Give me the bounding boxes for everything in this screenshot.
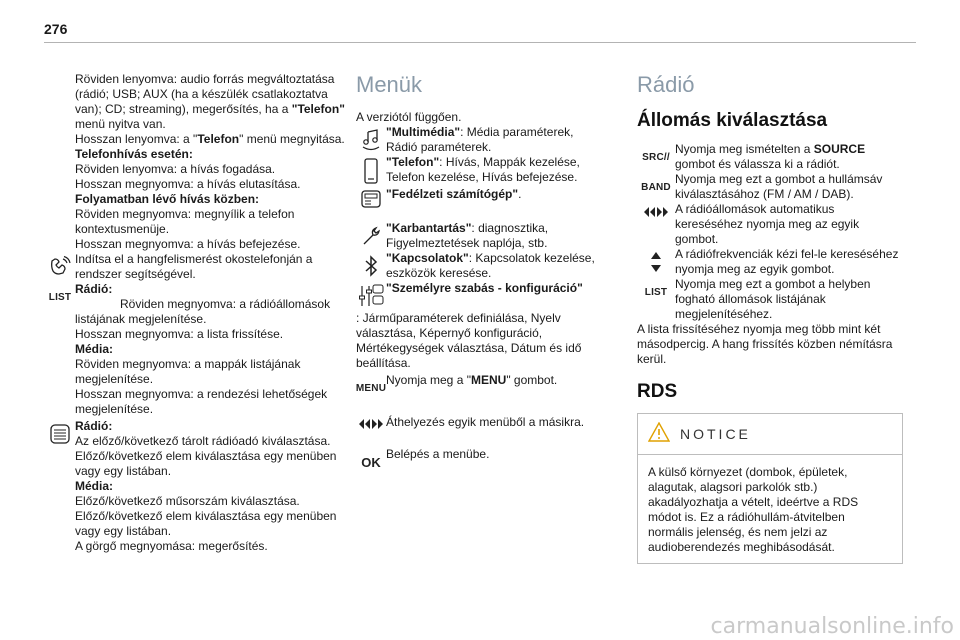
settings-icon (356, 281, 386, 311)
radio-title: Rádió (637, 72, 695, 97)
menu-telephone: "Telefon": Hívás, Mappák kezelése, Telefon kezelése, Hívás befejezése. (356, 155, 606, 187)
wheel-heading: Rádió: (75, 419, 113, 433)
phone-long-press: Hosszan lenyomva: a "Telefon" menü megnyitása. (75, 132, 345, 146)
voice-row (45, 252, 345, 282)
watermark: carmanualsonline.info (710, 614, 954, 639)
band-row (637, 172, 903, 202)
ok-icon: OK (361, 454, 381, 470)
source-icon: SRC // (642, 151, 670, 163)
telephone-icon (356, 155, 386, 187)
media-heading: Média: (75, 342, 114, 356)
media2-track: Előző/következő műsorszám kiválasztása. (75, 494, 300, 508)
voice-command-icon (45, 252, 75, 280)
page-number: 276 (44, 21, 68, 37)
media-short: Röviden megnyomva: a mappák listájának megjelenítése. (75, 357, 301, 386)
station-list-row (637, 277, 903, 322)
list-heading: Rádió: (75, 282, 113, 296)
incoming-long: Hosszan megnyomva: a hívás elutasítása. (75, 177, 301, 191)
list-icon: LIST (48, 291, 72, 303)
menu-icon: MENU (355, 382, 387, 394)
rds-title: RDS (637, 381, 678, 402)
media2-heading: Média: (75, 479, 114, 493)
media2-list: Előző/következő elem kiválasztása egy menüben vagy egy listában. (75, 509, 337, 538)
list-icon: LIST (644, 286, 668, 298)
multimedia-icon (356, 125, 386, 155)
manual-text: A rádiófrekvenciák kézi fel-le kereséséhez nyomja meg az egyik gombot. (675, 247, 899, 276)
up-down-arrows-icon (637, 247, 675, 277)
bluetooth-icon (356, 251, 386, 281)
notice-box (637, 413, 903, 564)
menu-personalisation: "Személyre szabás - konfiguráció" (356, 281, 606, 311)
menu-connections: "Kapcsolatok": Kapcsolatok kezelése, eszközök keresése. (356, 251, 606, 281)
incoming-heading: Telefonhívás esetén: (75, 147, 193, 161)
menu-maintenance: "Karbantartás": diagnosztika, Figyelmeztetések naplója, stb. (356, 221, 606, 251)
wheel-text: Az előző/következő tárolt rádióadó kiválasztása. (75, 434, 331, 448)
menu-multimedia: "Multimédia": Média paraméterek, Rádió paraméterek. (356, 125, 606, 155)
wheel-row (45, 419, 345, 449)
menus-intro: A verziótól függően. (356, 110, 462, 124)
seek-arrows-icon (637, 202, 675, 222)
band-icon: BAND (641, 181, 671, 193)
notice-text: A külső környezet (dombok, épületek, alagutak, alagsori parkolók stb.) akadályozhatja a vételt, ideértve a RDS módot is. Ez a rádióhullám-átvitelben normális jelenség, és nem jelzi az audioberendezés meghibásodását. (648, 465, 859, 554)
refresh-text: A lista frissítéséhez nyomja meg több mint két másodpercig. A hang frissítés közben némításra kerül. (637, 322, 893, 366)
warning-icon (648, 422, 670, 446)
personalisation-text: : Járműparaméterek definiálása, Nyelv választása, Képernyő konfiguráció, Mértékegységek választása, Dátum és idő beállítása. (356, 311, 582, 370)
list-long: Hosszan megnyomva: a lista frissítése. (75, 327, 284, 341)
menus-title: Menük (356, 72, 423, 97)
seek-arrows-icon (356, 409, 386, 439)
media-long: Hosszan megnyomva: a rendezési lehetőségek megjelenítése. (75, 387, 328, 416)
ongoing-short: Röviden megnyomva: megnyílik a telefon kontextusmenüje. (75, 207, 295, 236)
column-left (48, 72, 345, 554)
thumbwheel-icon (45, 419, 75, 449)
nav-row (356, 409, 606, 439)
ongoing-heading: Folyamatban lévő hívás közben: (75, 192, 260, 206)
source-paragraph: Röviden lenyomva: audio forrás megváltoztatása (rádió; USB; AUX (ha a készülék csatlakoztatva van); CD; streaming), megerősítés, ha a "Telefon" menü nyitva van. (75, 72, 345, 131)
menu-button-row: MENU Nyomja meg a "MENU" gombot. (356, 373, 606, 403)
wheel-list: Előző/következő elem kiválasztása egy menüben vagy egy listában. (75, 449, 337, 478)
incoming-short: Röviden lenyomva: a hívás fogadása. (75, 162, 276, 176)
voice-text: Indítsa el a hangfelismerést okostelefonján a rendszer segítségével. (75, 252, 313, 281)
seek-text: A rádióállomások automatikus kereséséhez nyomja meg az egyik gombot. (675, 202, 860, 246)
ok-text: Belépés a menübe. (386, 447, 490, 461)
ok-row (356, 447, 606, 477)
manual-row (637, 247, 903, 277)
station-list-text: Nyomja meg ezt a gombot a helyben fogható állomások listájának megjelenítéséhez. (675, 277, 871, 321)
ongoing-long: Hosszan megnyomva: a hívás befejezése. (75, 237, 301, 251)
notice-title: NOTICE (680, 425, 751, 442)
nav-text: Áthelyezés egyik menüből a másikra. (386, 415, 585, 429)
wrench-icon (356, 221, 386, 251)
notice-header (638, 414, 902, 455)
station-select-title: Állomás kiválasztása (637, 110, 828, 131)
seek-row (637, 202, 903, 247)
column-right (637, 72, 903, 564)
band-text: Nyomja meg ezt a gombot a hullámsáv kiválasztásához (FM / AM / DAB). (675, 172, 883, 201)
source-row: SRC // Nyomja meg ismételten a SOURCE gombot és válassza ki a rádiót. (637, 142, 903, 172)
trip-computer-icon (356, 187, 386, 211)
column-middle (356, 72, 606, 477)
menu-trip-computer: "Fedélzeti számítógép". (356, 187, 606, 211)
header-rule (44, 42, 916, 43)
list-text: Röviden megnyomva: a rádióállomások listájának megjelenítése. (75, 297, 331, 326)
wheel-press: A görgő megnyomása: megerősítés. (75, 539, 268, 553)
